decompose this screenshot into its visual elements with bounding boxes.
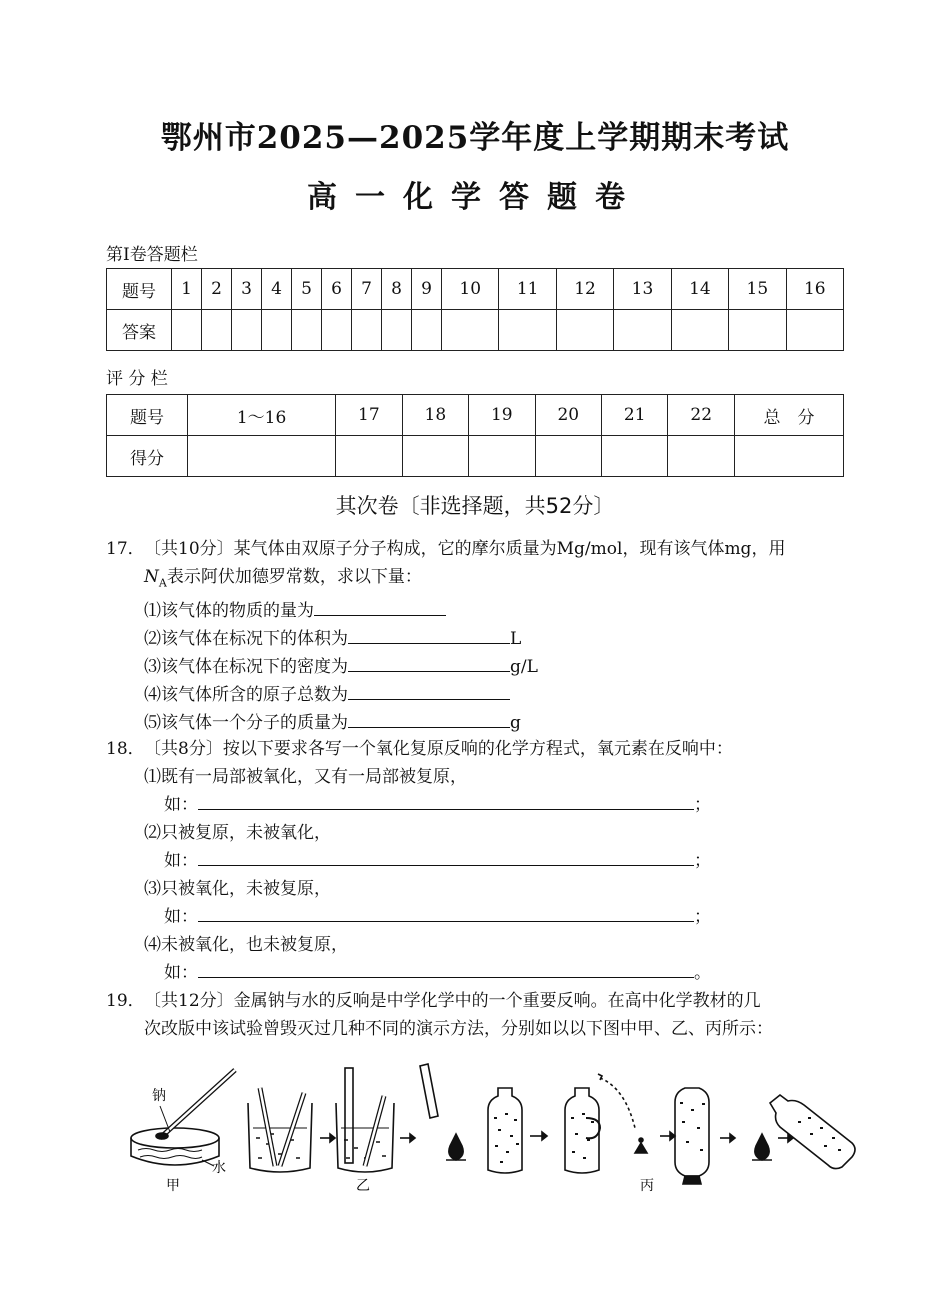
- score-cell[interactable]: [402, 436, 468, 477]
- q17-item-text: ⑸该气体一个分子的质量为: [144, 713, 348, 734]
- q18-answer-line: [106, 959, 848, 987]
- score-cell[interactable]: [188, 436, 336, 477]
- answer-cell[interactable]: [556, 310, 613, 351]
- q18-end-punct: ；: [694, 851, 711, 871]
- q18-item-label: ⑷未被氧化，也未被复原，: [144, 935, 348, 955]
- answer-cell[interactable]: [786, 310, 843, 351]
- label-bing: 丙: [640, 1178, 654, 1194]
- q19-intro-b: 次改版中该试验曾毁灭过几种不同的演示方法，分别如以以下图中甲、乙、丙所示：: [144, 1019, 773, 1039]
- answer-table-answer-row: [107, 310, 844, 351]
- answer-cell[interactable]: [382, 310, 412, 351]
- q17-item-text: ⑶该气体在标况下的密度为: [144, 657, 348, 678]
- answer-cell[interactable]: [614, 310, 671, 351]
- answer-cell[interactable]: [499, 310, 556, 351]
- score-table-head-row: [107, 395, 844, 436]
- arrow-icon: [320, 1134, 335, 1142]
- beaker-icon: [248, 1088, 312, 1172]
- question-number: 13: [614, 269, 671, 310]
- answer-cell[interactable]: [671, 310, 728, 351]
- equation-blank[interactable]: [198, 847, 694, 866]
- q17-number: 17．: [106, 539, 145, 559]
- score-column-total: 总 分: [735, 395, 844, 436]
- q18-prefix: 如：: [164, 851, 198, 871]
- equation-blank[interactable]: [198, 959, 694, 978]
- q18-number: 18．: [106, 739, 145, 759]
- q18-item-label: ⑴既有一局部被氧化，又有一局部被复原，: [144, 767, 467, 787]
- q17-item: [106, 597, 848, 625]
- score-cell[interactable]: [535, 436, 601, 477]
- question-number: 5: [292, 269, 322, 310]
- part2-title: 其次卷〔非选择题，共52分〕: [335, 494, 615, 518]
- q19-intro-a-line: [106, 987, 848, 1015]
- exam-title: 鄂州市2025—2025学年度上学期期末考试: [160, 120, 790, 156]
- question-17: [106, 535, 848, 737]
- equation-blank[interactable]: [198, 791, 694, 810]
- answer-cell[interactable]: [322, 310, 352, 351]
- answer-cell[interactable]: [412, 310, 442, 351]
- q17-item-unit: g/L: [510, 657, 538, 678]
- q18-prefix: 如：: [164, 963, 198, 983]
- q17-item: [106, 709, 848, 737]
- arrow-icon: [720, 1134, 735, 1142]
- q17-item: [106, 681, 848, 709]
- q17-item-text: ⑴该气体的物质的量为: [144, 601, 314, 622]
- score-column: 17: [336, 395, 402, 436]
- score-cell[interactable]: [735, 436, 844, 477]
- q18-end-punct: ；: [694, 795, 711, 815]
- q18-answer-line: [106, 791, 848, 819]
- q18-end-punct: ；: [694, 907, 711, 927]
- score-cell[interactable]: [469, 436, 535, 477]
- q17-intro-a: 〔共10分〕某气体由双原子分子构成，它的摩尔质量为Mg/mol，现有该气体mg，用: [144, 539, 786, 559]
- arrow-icon: [530, 1132, 547, 1140]
- answer-cell[interactable]: [352, 310, 382, 351]
- arrow-icon: [660, 1132, 675, 1140]
- bottle-icon: [675, 1088, 709, 1184]
- label-yi: 乙: [356, 1178, 370, 1194]
- answer-cell[interactable]: [172, 310, 202, 351]
- score-cell[interactable]: [668, 436, 735, 477]
- sodium-water-experiment-figure: [120, 1058, 860, 1198]
- label-jia: 甲: [166, 1178, 180, 1194]
- q17-item-text: ⑵该气体在标况下的体积为: [144, 629, 348, 650]
- question-18: [106, 735, 848, 987]
- score-cell[interactable]: [336, 436, 402, 477]
- question-number: 6: [322, 269, 352, 310]
- question-number: 2: [202, 269, 232, 310]
- question-19: [106, 987, 848, 1043]
- answer-cell[interactable]: [442, 310, 499, 351]
- score-column: 1～16: [188, 395, 336, 436]
- answer-cell[interactable]: [262, 310, 292, 351]
- q17-item-text: ⑷该气体所含的原子总数为: [144, 685, 348, 706]
- q17-intro-b: [106, 563, 848, 597]
- score-column: 22: [668, 395, 735, 436]
- score-cell[interactable]: [602, 436, 668, 477]
- row-head: 题号: [107, 395, 188, 436]
- answer-cell[interactable]: [292, 310, 322, 351]
- q18-item-label: ⑶只被氧化，未被复原，: [144, 879, 331, 899]
- q17-item: [106, 625, 848, 653]
- answer-blank[interactable]: [348, 681, 510, 700]
- label-sodium: 钠: [152, 1088, 166, 1104]
- score-column: 21: [602, 395, 668, 436]
- score-column: 19: [469, 395, 535, 436]
- question-number: 10: [442, 269, 499, 310]
- q17-item-unit: g: [510, 713, 521, 734]
- q18-answer-line: [106, 903, 848, 931]
- q18-intro-text: 〔共8分〕按以下要求各写一个氧化复原反响的化学方程式，氧元素在反响中：: [144, 739, 733, 759]
- test-tube-icon: [420, 1064, 466, 1160]
- equation-blank[interactable]: [198, 903, 694, 922]
- question-number: 9: [412, 269, 442, 310]
- question-number: 16: [786, 269, 843, 310]
- paper-subtitle: 高一化学答题卷: [307, 180, 643, 215]
- q18-item-label: ⑵只被复原，未被氧化，: [144, 823, 331, 843]
- question-number: 14: [671, 269, 728, 310]
- bottle-tilted-icon: [770, 1095, 855, 1169]
- answer-blank[interactable]: [348, 709, 510, 728]
- answer-cell[interactable]: [232, 310, 262, 351]
- score-table-score-row: [107, 436, 844, 477]
- q18-answer-line: [106, 847, 848, 875]
- score-table: [106, 394, 844, 477]
- q17-intro-b-text: 表示阿伏加德罗常数，求以下量：: [166, 567, 422, 587]
- answer-table-number-row: [107, 269, 844, 310]
- bottle-icon: [488, 1088, 522, 1173]
- answer-table-label: 第Ⅰ卷答题栏: [106, 245, 198, 265]
- arrow-icon: [400, 1134, 415, 1142]
- question-number: 8: [382, 269, 412, 310]
- answer-blank[interactable]: [348, 625, 510, 644]
- q18-intro: [106, 735, 848, 763]
- answer-blank[interactable]: [314, 597, 446, 616]
- answer-cell[interactable]: [202, 310, 232, 351]
- row-head: 题号: [107, 269, 172, 310]
- q18-end-punct: 。: [694, 963, 711, 983]
- question-number: 15: [729, 269, 786, 310]
- answer-cell[interactable]: [729, 310, 786, 351]
- score-table-label: 评 分 栏: [106, 369, 168, 389]
- answer-blank[interactable]: [348, 653, 510, 672]
- sodium-weight-icon: [635, 1138, 647, 1153]
- bottle-icon: [565, 1088, 600, 1173]
- answer-table: [106, 268, 844, 351]
- question-number: 11: [499, 269, 556, 310]
- question-number: 7: [352, 269, 382, 310]
- q18-prefix: 如：: [164, 907, 198, 927]
- flame-icon: [752, 1134, 772, 1160]
- q19-intro-a: 〔共12分〕金属钠与水的反响是中学化学中的一个重要反响。在高中化学教材的几: [144, 991, 761, 1011]
- question-number: 1: [172, 269, 202, 310]
- label-water: 水: [212, 1160, 226, 1176]
- beaker-icon: [336, 1068, 394, 1172]
- avogadro-subscript: A: [158, 576, 167, 590]
- q17-item: [106, 653, 848, 681]
- q17-item-unit: L: [510, 629, 522, 650]
- q17-intro: [106, 535, 848, 563]
- score-column: 18: [402, 395, 468, 436]
- avogadro-symbol: N: [144, 567, 159, 587]
- petri-dish-icon: [131, 1070, 235, 1166]
- row-head: 答案: [107, 310, 172, 351]
- q19-number: 19．: [106, 991, 145, 1011]
- score-column: 20: [535, 395, 601, 436]
- question-number: 12: [556, 269, 613, 310]
- question-number: 3: [232, 269, 262, 310]
- row-head: 得分: [107, 436, 188, 477]
- question-number: 4: [262, 269, 292, 310]
- q18-prefix: 如：: [164, 795, 198, 815]
